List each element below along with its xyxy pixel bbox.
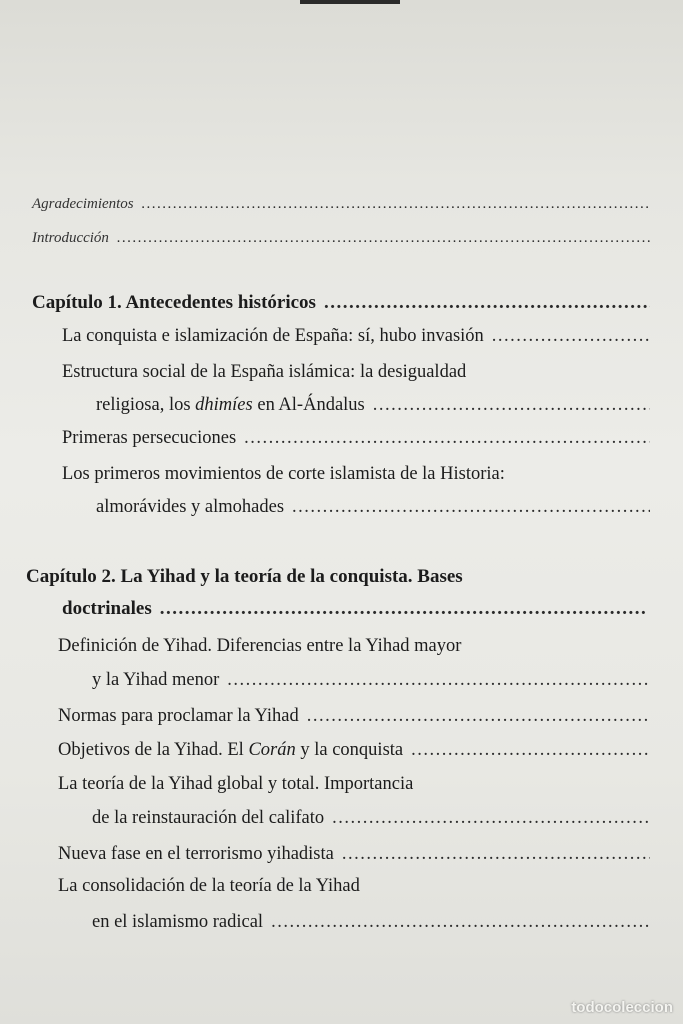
entry-title: y la Yihad menor bbox=[92, 670, 220, 690]
toc-entry-persecuciones bbox=[62, 428, 650, 449]
entry-title: Nueva fase en el terrorismo yihadista bbox=[58, 844, 334, 864]
toc-entry-consolidacion-line2 bbox=[92, 912, 650, 933]
toc-entry-definicion-line2 bbox=[92, 670, 648, 691]
watermark-logo: todocoleccion bbox=[571, 999, 673, 1016]
toc-entry-movimientos-line2 bbox=[96, 497, 650, 518]
entry-text: Objetivos de la Yihad. El bbox=[58, 740, 249, 760]
dot-leader bbox=[342, 844, 650, 865]
entry-text: y la conquista bbox=[295, 740, 404, 760]
dot-leader bbox=[373, 395, 650, 416]
dot-leader bbox=[160, 598, 648, 620]
toc-entry-estructura-line1: Estructura social de la España islámica: la desigualdad bbox=[62, 362, 467, 382]
toc-entry-normas bbox=[58, 706, 648, 727]
entry-title: Introducción bbox=[32, 230, 109, 246]
entry-text: en Al-Ándalus bbox=[252, 395, 365, 415]
chapter-title: doctrinales bbox=[62, 598, 152, 619]
entry-title: de la reinstauración del califato bbox=[92, 808, 325, 828]
dot-leader bbox=[142, 196, 650, 213]
toc-entry-definicion-line1: Definición de Yihad. Diferencias entre la Yihad mayor bbox=[58, 636, 462, 656]
entry-emphasis: Corán bbox=[248, 740, 296, 760]
entry-title: Normas para proclamar la Yihad bbox=[58, 706, 299, 726]
dot-leader bbox=[324, 292, 650, 314]
toc-entry-teoria-line2 bbox=[92, 808, 648, 829]
toc-entry-movimientos-line1: Los primeros movimientos de corte islamista de la Historia: bbox=[62, 464, 505, 484]
chapter-2-heading-line1: Capítulo 2. La Yihad y la teoría de la conquista. Bases bbox=[26, 566, 463, 587]
toc-entry-conquista bbox=[62, 326, 652, 347]
toc-entry-estructura-line2 bbox=[96, 395, 650, 416]
dot-leader bbox=[227, 670, 648, 691]
entry-title: Primeras persecuciones bbox=[62, 428, 237, 448]
entry-title: almorávides y almohades bbox=[96, 497, 285, 517]
dot-leader bbox=[244, 428, 650, 449]
toc-entry-consolidacion-line1: La consolidación de la teoría de la Yihad bbox=[58, 876, 360, 896]
toc-entry-nueva-fase bbox=[58, 844, 650, 865]
chapter-1-heading bbox=[32, 292, 650, 314]
dot-leader bbox=[271, 912, 650, 933]
dot-leader bbox=[117, 230, 650, 247]
entry-title: La conquista e islamización de España: sí, hubo invasión bbox=[62, 326, 484, 346]
dot-leader bbox=[292, 497, 650, 518]
entry-title bbox=[58, 740, 403, 761]
dot-leader bbox=[307, 706, 648, 727]
entry-text: religiosa, los bbox=[96, 395, 196, 415]
toc-entry-agradecimientos bbox=[32, 196, 650, 213]
entry-title: en el islamismo radical bbox=[92, 912, 264, 932]
dot-leader bbox=[492, 326, 652, 347]
dot-leader bbox=[411, 740, 648, 761]
toc-entry-introduccion bbox=[32, 230, 650, 247]
entry-title bbox=[96, 395, 365, 416]
chapter-2-heading-line2 bbox=[62, 598, 648, 620]
chapter-title: Capítulo 1. Antecedentes históricos bbox=[32, 292, 316, 313]
entry-title: Agradecimientos bbox=[32, 196, 134, 212]
toc-entry-teoria-line1: La teoría de la Yihad global y total. Importancia bbox=[58, 774, 414, 794]
toc-entry-objetivos bbox=[58, 740, 648, 761]
dot-leader bbox=[332, 808, 648, 829]
entry-emphasis: dhimíes bbox=[195, 395, 253, 415]
